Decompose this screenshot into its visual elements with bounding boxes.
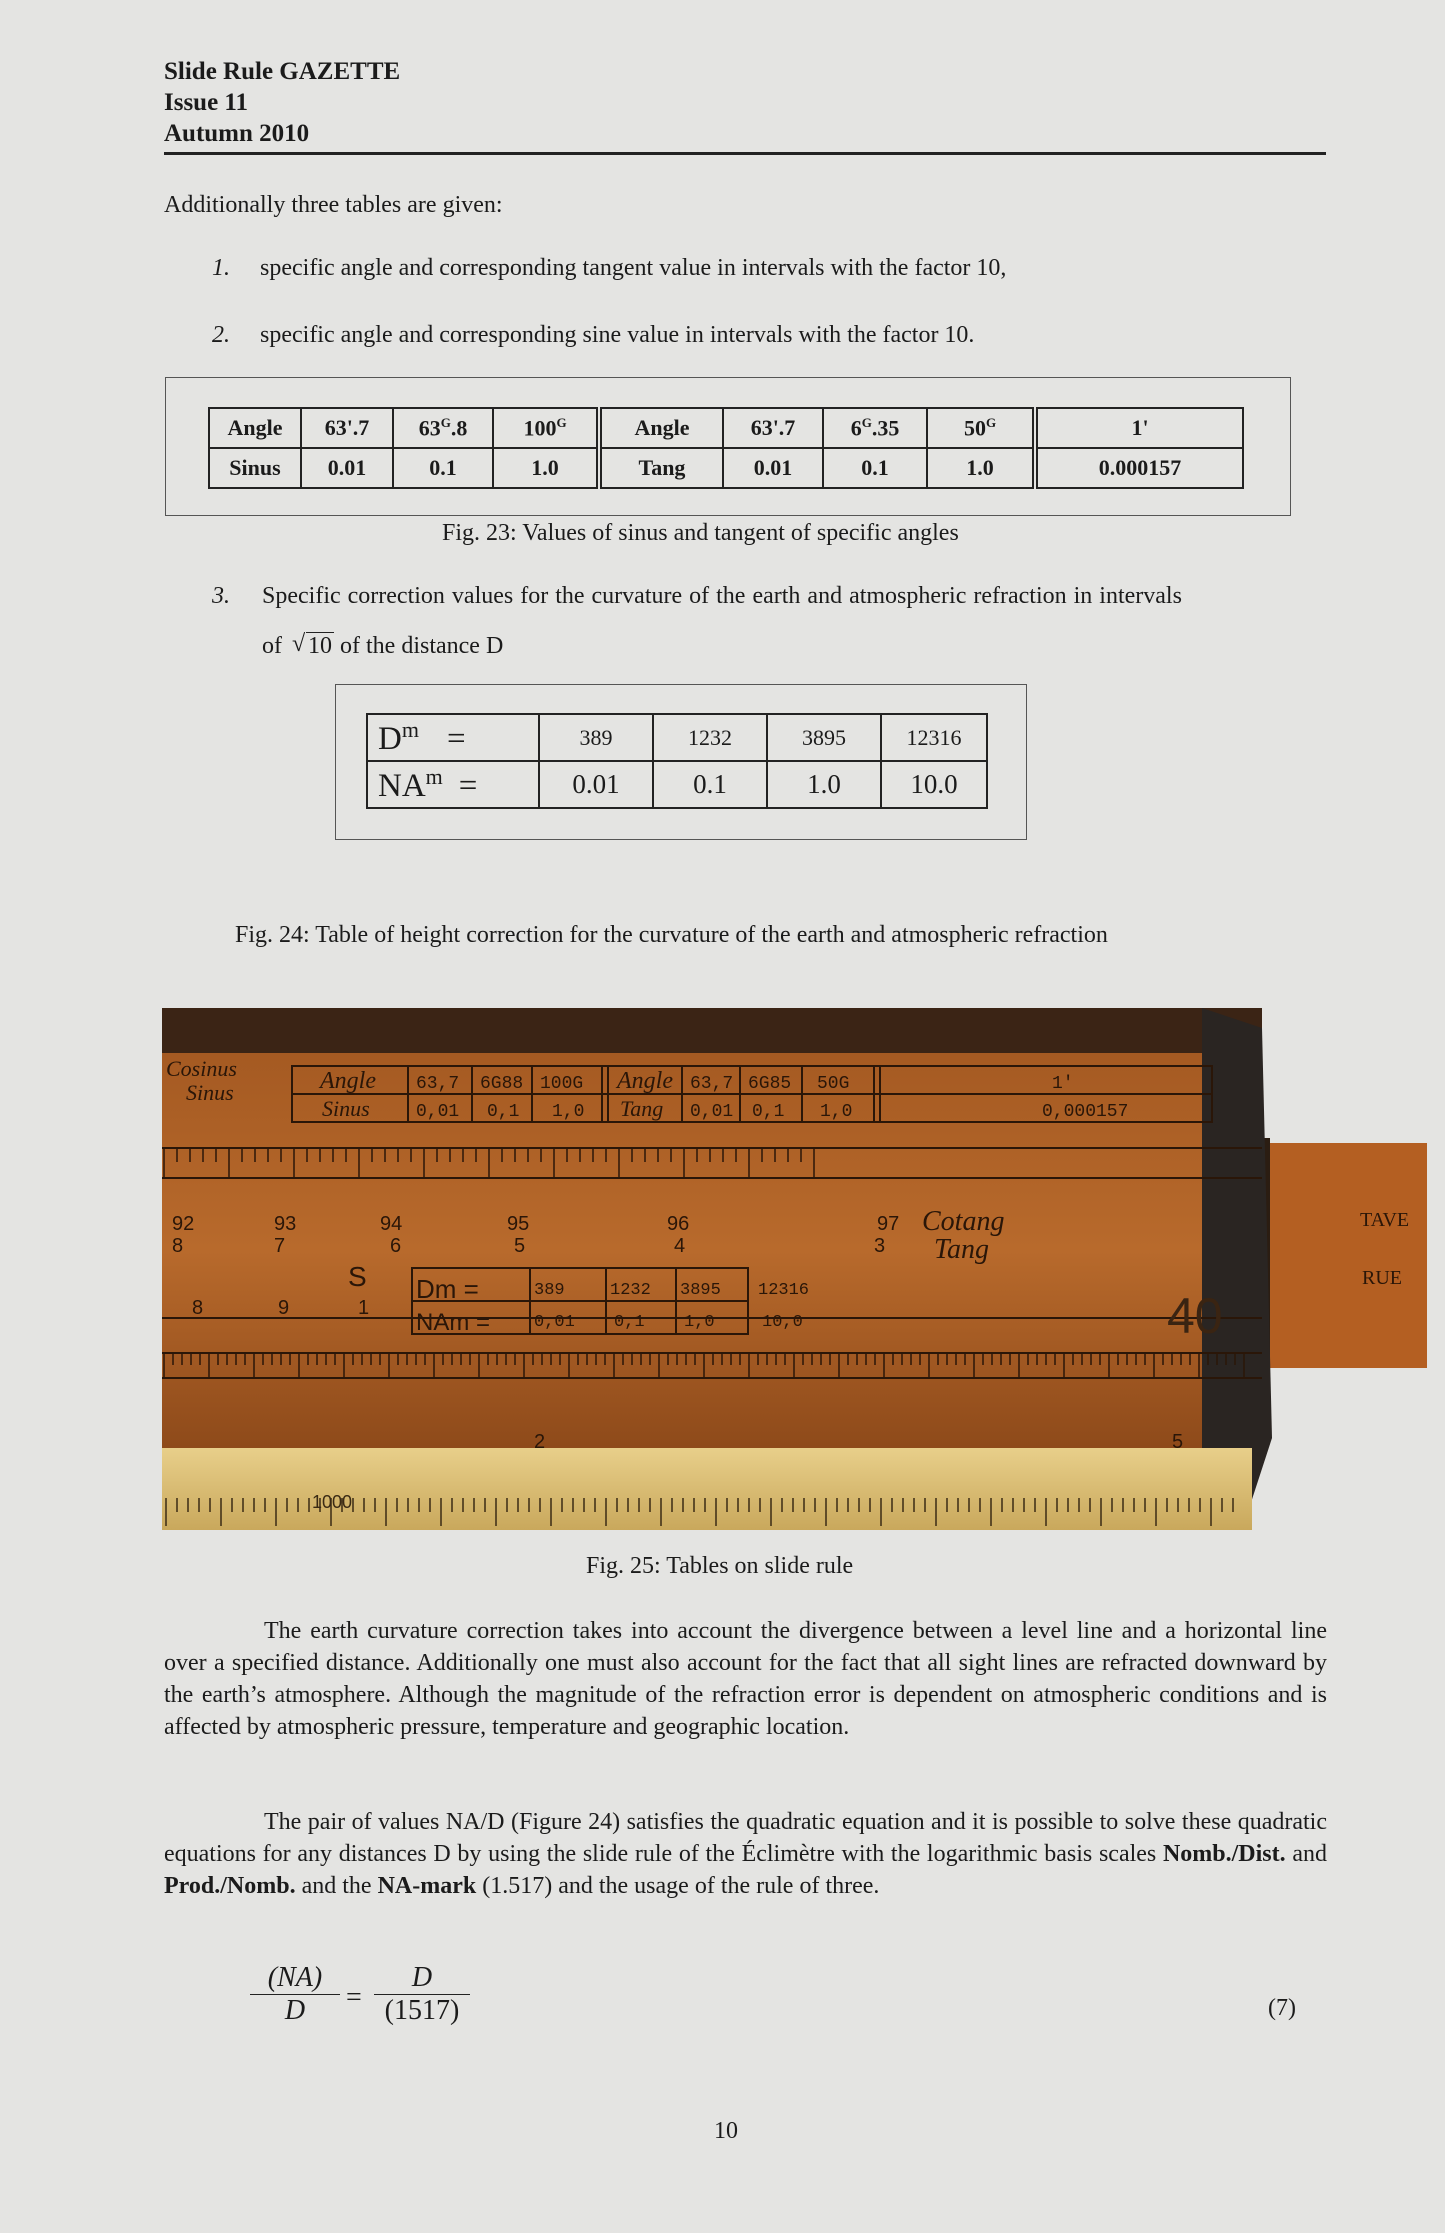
photo-tang-label: Tang — [934, 1234, 990, 1265]
photo-cell: NAm = — [416, 1309, 491, 1336]
table-cell: 0.01 — [723, 448, 823, 488]
photo-cell: 1,0 — [684, 1313, 715, 1332]
list-item-continuation: of √ 10 of the distance D — [262, 631, 504, 659]
photo-cell: 6G85 — [748, 1074, 792, 1094]
table-cell: 389 — [539, 714, 653, 761]
photo-cell: 1,0 — [552, 1102, 585, 1122]
table-cell: Angle — [599, 408, 723, 448]
photo-cell: 0,01 — [416, 1102, 460, 1122]
photo-cell: Angle — [617, 1068, 673, 1094]
page-number: 10 — [714, 2118, 738, 2144]
photo-scale-num: 95 — [507, 1213, 530, 1235]
header-title: Slide Rule GAZETTE — [164, 58, 401, 85]
photo-scale-num: 9 — [278, 1297, 290, 1319]
photo-cell: 0,01 — [534, 1313, 575, 1332]
photo-scale-num: 92 — [172, 1213, 195, 1235]
table-cell: 1232 — [653, 714, 767, 761]
photo-scale-num: 6 — [390, 1235, 402, 1257]
photo-scale-num: 1 — [358, 1297, 370, 1319]
table-cell: $63^G.8$ — [393, 408, 493, 448]
photo-cell: 1' — [1052, 1074, 1074, 1094]
height-correction-table — [366, 713, 988, 809]
table-cell: Angle — [209, 408, 301, 448]
table-cell: 1.0 — [493, 448, 599, 488]
table-cell: Sinus — [209, 448, 301, 488]
photo-scale-num: 8 — [192, 1297, 204, 1319]
table-cell: 63'.7 — [301, 408, 393, 448]
table-cell: 0.1 — [823, 448, 927, 488]
table-cell: $NA^m$ = — [367, 761, 539, 808]
table-cell: 10.0 — [881, 761, 987, 808]
fig24-caption: Fig. 24: Table of height correction for the curvature of the earth and atmospheric refraction — [235, 922, 1108, 948]
photo-cell: Tang — [620, 1096, 664, 1121]
header-issue: Issue 11 — [164, 89, 249, 116]
header-season: Autumn 2010 — [164, 120, 310, 147]
intro-text: Additionally three tables are given: — [164, 192, 503, 218]
photo-cell: Angle — [320, 1068, 376, 1094]
fig25-caption: Fig. 25: Tables on slide rule — [586, 1553, 854, 1579]
photo-cell: Sinus — [322, 1096, 370, 1121]
photo-cell: Dm = — [416, 1274, 479, 1304]
table-cell: $100^G$ — [493, 408, 599, 448]
table-cell: $50^G$ — [927, 408, 1035, 448]
photo-scale-num: 93 — [274, 1213, 297, 1235]
photo-cell: 0,1 — [614, 1313, 645, 1332]
table-cell: Tang — [599, 448, 723, 488]
photo-scale-num: 94 — [380, 1213, 403, 1235]
table-cell: 12316 — [881, 714, 987, 761]
photo-cell: 0,000157 — [1042, 1102, 1129, 1122]
photo-scale-num: 4 — [674, 1235, 686, 1257]
photo-scale-num: 96 — [667, 1213, 690, 1235]
table-cell: 0.1 — [653, 761, 767, 808]
photo-cosinus-label: Cosinus — [166, 1056, 237, 1081]
fig23-caption: Fig. 23: Values of sinus and tangent of specific angles — [442, 520, 959, 546]
photo-scale-num: 5 — [1172, 1431, 1184, 1453]
formula-left-fraction: $\frac{(NA)}{D}$ — [250, 1962, 340, 2027]
photo-scale-num: 5 — [514, 1235, 526, 1257]
photo-cell: 389 — [534, 1281, 565, 1300]
photo-sinus-label: Sinus — [186, 1080, 234, 1105]
photo-cell: 6G88 — [480, 1074, 524, 1094]
photo-scale-num: 7 — [274, 1235, 286, 1257]
photo-cell: 100G — [540, 1074, 584, 1094]
photo-side-label: RUE — [1362, 1267, 1402, 1289]
photo-cell: 63,7 — [690, 1074, 734, 1094]
table-cell: 1.0 — [927, 448, 1035, 488]
photo-cotang-label: Cotang — [922, 1206, 1005, 1237]
slide-rule-photo — [162, 1008, 1427, 1530]
photo-scale-num: 97 — [877, 1213, 900, 1235]
formula-right-fraction: $\frac{D}{(1517)}$ — [374, 1962, 470, 2027]
photo-cell: 0,1 — [487, 1102, 520, 1122]
document-page: Slide Rule GAZETTE Issue 11 Autumn 2010 Additionally three tables are given: 1. specific angle and corresponding tangent value in intervals with the factor 10, 2. specific angle and corresponding sine value in intervals with the factor 10. Angle 63'.7 $63^G.8$ $100^G$ Angle 63'.7 $6^G.35$ $50^G$ 1' Sinus 0.01 0.1 1.0 Tang 0.01 0.1 1.0 0.000157 Fig. 23: Values of sinus and tangent of specific angles 3. Specific correction values for the curvature of the earth and atmospheric refraction in intervals of √ 10 of the distance D $D^m$ = 389 1232 3895 12316 $NA^m$ = 0.01 0.1 1.0 10.0 Fig. 24: Table of height correction for the curvature of the earth and atmospheric refraction Cosinus Sinus Angle 63,7 6G88 100G Angle 63,7 6G85 50G 1' Sinus 0,01 0,1 1,0 Tang 0,01 0,1 1,0 0,000157 92 93 94 95 96 97 8 7 6 5 4 3 8 9 1 S 2 5 Cotang Tang Dm = NAm = 389 1232 3895 12316 0,01 0,1 1,0 10,0 40 TAVE RUE 1000 Fig. 25: Tables on slide rule The earth curvature correction takes into account the divergence between a level line and a horizontal line over a specified distance. Additionally one must also account for the fact that all sight lines are refracted downward by the earth’s atmosphere. Although the magnitude of the refraction error is dependent on atmospheric conditions and is affected by atmospheric pressure, temperature and geographic location. The pair of values NA/D (Figure 24) satisfies the quadratic equation and it is possible to solve these quadratic equations for any distances D by using the slide rule of the Éclimètre with the logarithmic basis scales Nomb./Dist. and Prod./Nomb. and the NA-mark (1.517) and the usage of the rule of three. $\frac{(NA)}{D}$ = $\frac{D}{(1517)}$ (7) 10 — [0, 0, 1445, 2233]
equation-number: (7) — [1268, 1995, 1296, 2021]
table-cell: 63'.7 — [723, 408, 823, 448]
table-cell: 0.000157 — [1035, 448, 1243, 488]
table-cell: $6^G.35$ — [823, 408, 927, 448]
photo-cell: 0,1 — [752, 1102, 785, 1122]
sqrt-symbol: √ 10 — [292, 631, 332, 659]
photo-scale-num: S — [348, 1261, 367, 1292]
table-cell: 1' — [1035, 408, 1243, 448]
gazette-header — [164, 56, 400, 149]
table-cell: 3895 — [767, 714, 881, 761]
table-cell: $D^m$ = — [367, 714, 539, 761]
photo-scale-num: 3 — [874, 1235, 886, 1257]
photo-scale-num: 8 — [172, 1235, 184, 1257]
photo-cell: 1232 — [610, 1281, 651, 1300]
photo-scale-num: 1000 — [312, 1492, 353, 1512]
paragraph-quadratic: The pair of values NA/D (Figure 24) satisfies the quadratic equation and it is possible to solve these quadratic equations for any distances D by using the slide rule of the Éclimètre with the logarithmic basis scales Nomb./Dist. and Prod./Nomb. and the NA-mark (1.517) and the usage of the rule of three. — [164, 1809, 1327, 1899]
paragraph-curvature: The earth curvature correction takes into account the divergence between a level line and a horizontal line over a specified distance. Additionally one must also account for the fact that all sight lines are refracted downward by the earth’s atmosphere. Although the magnitude of the refraction error is dependent on atmospheric conditions and is affected by atmospheric pressure, temperature and geographic location. — [164, 1618, 1327, 1740]
table-cell: 0.1 — [393, 448, 493, 488]
photo-scale-num: 2 — [534, 1431, 546, 1453]
photo-big-number: 40 — [1167, 1288, 1223, 1344]
photo-cell: 50G — [817, 1074, 850, 1094]
photo-cell: 1,0 — [820, 1102, 853, 1122]
photo-cell: 0,01 — [690, 1102, 734, 1122]
table-cell: 0.01 — [539, 761, 653, 808]
photo-cell: 12316 — [758, 1281, 810, 1300]
sinus-tang-table — [208, 407, 1244, 489]
photo-side-label: TAVE — [1360, 1209, 1410, 1231]
table-cell: 0.01 — [301, 448, 393, 488]
photo-cell: 3895 — [680, 1281, 721, 1300]
photo-cell: 10,0 — [762, 1313, 803, 1332]
header-rule — [164, 152, 1326, 155]
table-cell: 1.0 — [767, 761, 881, 808]
photo-cell: 63,7 — [416, 1074, 460, 1094]
